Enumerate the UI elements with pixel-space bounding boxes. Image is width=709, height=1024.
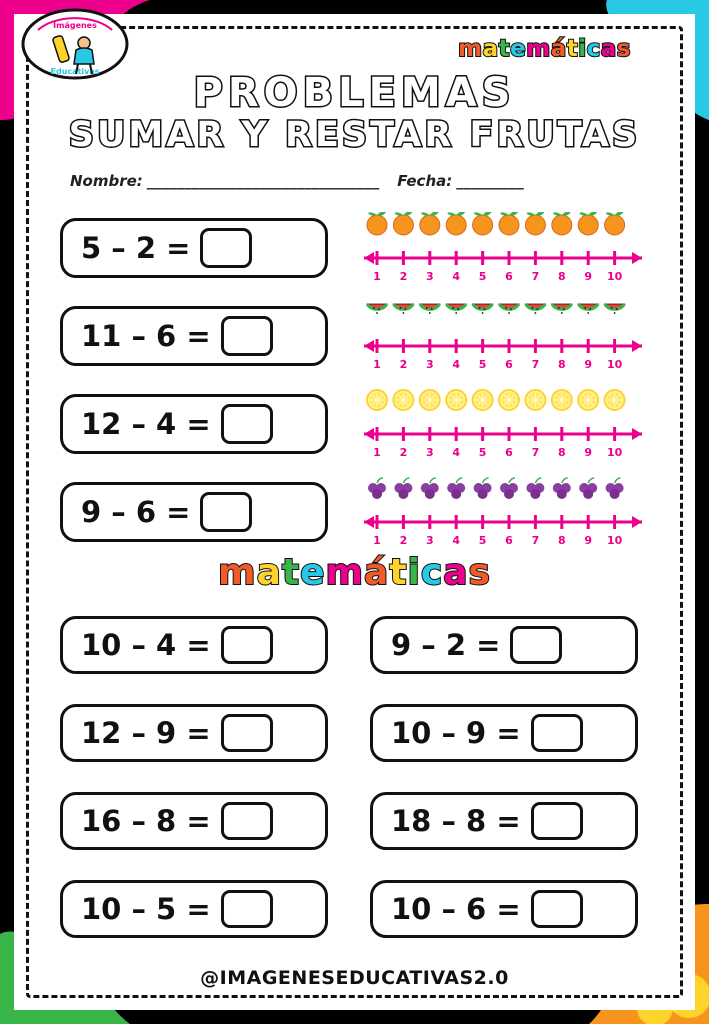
svg-text:3: 3: [425, 270, 434, 283]
page-subtitle: SUMAR Y RESTAR FRUTAS: [68, 115, 641, 155]
answer-field[interactable]: [531, 802, 583, 840]
svg-text:6: 6: [505, 534, 513, 547]
brand-letter: s: [468, 552, 491, 593]
brand-letter: t: [281, 552, 301, 593]
svg-text:3: 3: [425, 358, 434, 371]
svg-text:1: 1: [373, 358, 381, 371]
problem-expression: 18 – 8 =: [391, 804, 521, 838]
problem-box[interactable]: [60, 704, 328, 762]
brand-letter: c: [586, 36, 601, 62]
answer-field[interactable]: [510, 626, 562, 664]
svg-text:3: 3: [425, 534, 434, 547]
name-date-row: [70, 172, 610, 190]
problem-expression: 12 – 9 =: [81, 716, 211, 750]
problem-box[interactable]: [60, 394, 328, 454]
brand-letter: a: [482, 36, 499, 62]
brand-letter: s: [616, 36, 631, 62]
brand-letter: a: [600, 36, 617, 62]
svg-text:6: 6: [505, 446, 513, 459]
svg-text:4: 4: [452, 270, 461, 283]
problem-expression: 10 – 6 =: [391, 892, 521, 926]
problem-expression: 10 – 4 =: [81, 628, 211, 662]
svg-text:4: 4: [452, 534, 461, 547]
brand-letter: m: [458, 36, 483, 62]
problem-expression: 10 – 9 =: [391, 716, 521, 750]
svg-text:2: 2: [399, 270, 408, 283]
svg-text:5: 5: [478, 534, 487, 547]
problem-box[interactable]: [60, 218, 328, 278]
problem-expression: 16 – 8 =: [81, 804, 211, 838]
problem-expression: 11 – 6 =: [81, 319, 211, 353]
brand-text-mid: [0, 552, 709, 593]
svg-text:5: 5: [478, 358, 487, 371]
date-label: Fecha:: [397, 172, 453, 190]
svg-text:9: 9: [584, 534, 593, 547]
problem-box[interactable]: [60, 482, 328, 542]
svg-text:1: 1: [373, 534, 381, 547]
svg-text:4: 4: [452, 446, 461, 459]
brand-letter: a: [256, 552, 282, 593]
brand-letter: a: [443, 552, 469, 593]
svg-text:4: 4: [452, 358, 461, 371]
name-label: Nombre:: [70, 172, 143, 190]
brand-letter: m: [218, 552, 257, 593]
brand-letter: i: [407, 552, 421, 593]
number-line: [350, 300, 650, 385]
brand-letter: e: [510, 36, 527, 62]
svg-text:7: 7: [531, 534, 540, 547]
problem-box[interactable]: [60, 880, 328, 938]
answer-field[interactable]: [221, 802, 273, 840]
svg-text:10: 10: [606, 358, 623, 371]
svg-text:7: 7: [531, 270, 540, 283]
svg-text:2: 2: [399, 534, 408, 547]
problem-expression: 12 – 4 =: [81, 407, 211, 441]
svg-text:2: 2: [399, 446, 408, 459]
problem-expression: 9 – 6 =: [81, 495, 191, 529]
problem-expression: 5 – 2 =: [81, 231, 191, 265]
svg-text:1: 1: [373, 446, 381, 459]
problem-box[interactable]: [60, 792, 328, 850]
svg-text:9: 9: [584, 446, 593, 459]
problem-box[interactable]: [370, 792, 638, 850]
svg-text:3: 3: [425, 446, 434, 459]
answer-field[interactable]: [221, 890, 273, 928]
svg-text:9: 9: [584, 270, 593, 283]
name-input-line[interactable]: _______________________________: [146, 172, 380, 190]
svg-text:6: 6: [505, 270, 513, 283]
svg-text:10: 10: [606, 534, 623, 547]
answer-field[interactable]: [221, 404, 273, 444]
svg-text:Imágenes: Imágenes: [53, 21, 97, 30]
svg-text:6: 6: [505, 358, 513, 371]
date-input-line[interactable]: _________: [456, 172, 524, 190]
number-line: [350, 388, 650, 473]
brand-letter: á: [550, 36, 567, 62]
svg-text:8: 8: [557, 358, 566, 371]
brand-letter: t: [566, 36, 579, 62]
problem-box[interactable]: [370, 616, 638, 674]
svg-text:5: 5: [478, 446, 487, 459]
brand-letter: e: [300, 552, 326, 593]
svg-text:8: 8: [557, 446, 566, 459]
brand-letter: á: [364, 552, 390, 593]
problem-expression: 9 – 2 =: [391, 628, 501, 662]
svg-text:8: 8: [557, 534, 566, 547]
answer-field[interactable]: [221, 316, 273, 356]
brand-text-top: [458, 36, 631, 62]
answer-field[interactable]: [200, 492, 252, 532]
problem-expression: 10 – 5 =: [81, 892, 211, 926]
svg-text:2: 2: [399, 358, 408, 371]
problem-box[interactable]: [60, 306, 328, 366]
svg-text:7: 7: [531, 446, 540, 459]
brand-letter: c: [420, 552, 444, 593]
page-title: PROBLEMAS: [193, 70, 516, 116]
problem-box[interactable]: [370, 704, 638, 762]
brand-letter: t: [389, 552, 408, 593]
brand-letter: m: [526, 36, 551, 62]
number-line: [350, 212, 650, 297]
problem-box[interactable]: [60, 616, 328, 674]
svg-text:7: 7: [531, 358, 540, 371]
svg-text:10: 10: [606, 446, 623, 459]
answer-field[interactable]: [531, 890, 583, 928]
problem-box[interactable]: [370, 880, 638, 938]
svg-text:1: 1: [373, 270, 381, 283]
svg-text:10: 10: [606, 270, 623, 283]
answer-field[interactable]: [200, 228, 252, 268]
svg-text:Educativas: Educativas: [50, 67, 100, 76]
number-line: [350, 476, 650, 561]
svg-text:8: 8: [557, 270, 566, 283]
svg-text:9: 9: [584, 358, 593, 371]
answer-field[interactable]: [531, 714, 583, 752]
svg-text:5: 5: [478, 270, 487, 283]
answer-field[interactable]: [221, 626, 273, 664]
footer-credit: @IMAGENESEDUCATIVAS2.0: [200, 967, 509, 989]
answer-field[interactable]: [221, 714, 273, 752]
brand-letter: m: [325, 552, 365, 593]
brand-letter: t: [498, 36, 511, 62]
brand-letter: i: [578, 36, 587, 62]
